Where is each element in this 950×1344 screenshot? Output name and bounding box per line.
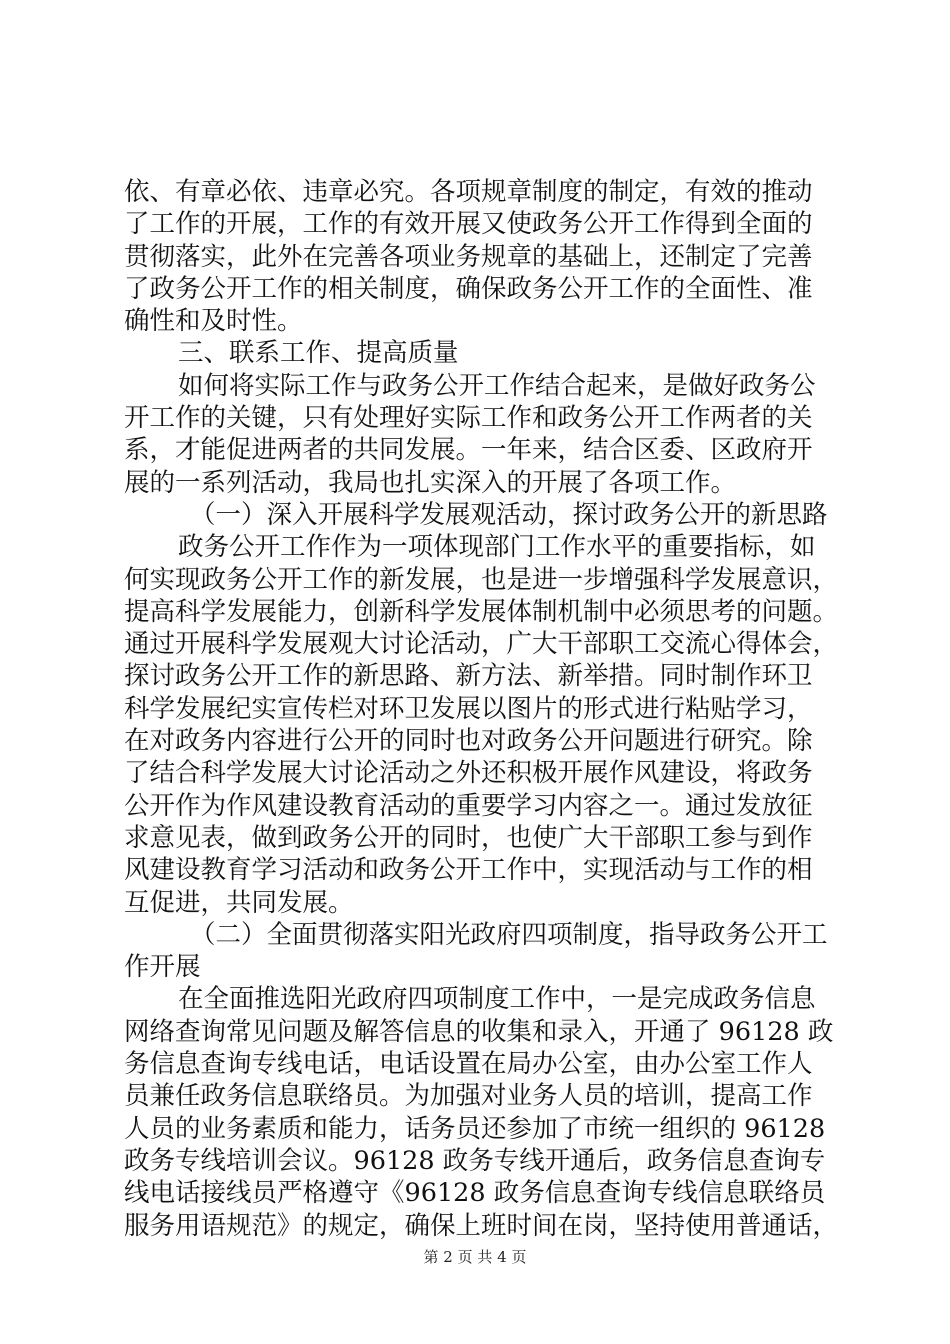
text-line: 提高科学发展能力，创新科学发展体制机制中必须思考的问题。 bbox=[124, 596, 839, 627]
text-line: 了政务公开工作的相关制度，确保政务公开工作的全面性、准 bbox=[124, 273, 813, 304]
subsection-heading: （一）深入开展科学发展观活动，探讨政务公开的新思路 bbox=[190, 499, 828, 530]
text-line: 开工作的关键，只有处理好实际工作和政务公开工作两者的关 bbox=[124, 403, 813, 434]
text-line: 如何将实际工作与政务公开工作结合起来，是做好政务公 bbox=[178, 370, 816, 401]
text-line: 贯彻落实，此外在完善各项业务规章的基础上，还制定了完善 bbox=[124, 241, 813, 272]
section-heading: 三、联系工作、提高质量 bbox=[178, 338, 459, 369]
text-line: 风建设教育学习活动和政务公开工作中，实现活动与工作的相 bbox=[124, 855, 813, 886]
text-line: 服务用语规范》的规定，确保上班时间在岗，坚持使用普通话， bbox=[124, 1210, 839, 1241]
text-line: 线电话接线员严格遵守《96128 政务信息查询专线信息联络员 bbox=[124, 1178, 826, 1209]
text-line: 了工作的开展，工作的有效开展又使政务公开工作得到全面的 bbox=[124, 209, 813, 240]
text-line: 政务专线培训会议。96128 政务专线开通后，政务信息查询专 bbox=[124, 1145, 826, 1176]
text-line: 网络查询常见问题及解答信息的收集和录入，开通了 96128 政 bbox=[124, 1016, 834, 1047]
text-line: 确性和及时性。 bbox=[124, 306, 303, 337]
page-number-footer: 第 2 页 共 4 页 bbox=[423, 1248, 527, 1266]
text-line: 系，才能促进两者的共同发展。一年来，结合区委、区政府开 bbox=[124, 435, 813, 466]
text-line: 何实现政务公开工作的新发展，也是进一步增强科学发展意识， bbox=[124, 564, 839, 595]
subsection-heading-continued: 作开展 bbox=[124, 952, 201, 983]
text-line: 在全面推选阳光政府四项制度工作中，一是完成政务信息 bbox=[178, 984, 816, 1015]
text-line: 通过开展科学发展观大讨论活动，广大干部职工交流心得体会， bbox=[124, 629, 839, 660]
text-line: 探讨政务公开工作的新思路、新方法、新举措。同时制作环卫 bbox=[124, 661, 813, 692]
text-line: 人员的业务素质和能力，话务员还参加了市统一组织的 96128 bbox=[124, 1113, 826, 1144]
text-line: 依、有章必依、违章必究。各项规章制度的制定，有效的推动 bbox=[124, 177, 813, 207]
text-line: 公开作为作风建设教育活动的重要学习内容之一。通过发放征 bbox=[124, 790, 813, 821]
subsection-heading: （二）全面贯彻落实阳光政府四项制度，指导政务公开工 bbox=[190, 919, 828, 950]
text-line: 务信息查询专线电话，电话设置在局办公室，由办公室工作人 bbox=[124, 1049, 813, 1080]
text-line: 互促进，共同发展。 bbox=[124, 887, 354, 918]
text-line: 求意见表，做到政务公开的同时，也使广大干部职工参与到作 bbox=[124, 822, 813, 853]
document-body bbox=[124, 176, 840, 1242]
text-line: 员兼任政务信息联络员。为加强对业务人员的培训，提高工作 bbox=[124, 1081, 813, 1112]
text-line: 政务公开工作作为一项体现部门工作水平的重要指标，如 bbox=[178, 532, 816, 563]
text-line: 展的一系列活动，我局也扎实深入的开展了各项工作。 bbox=[124, 467, 737, 498]
text-line: 了结合科学发展大讨论活动之外还积极开展作风建设，将政务 bbox=[124, 758, 813, 789]
text-line: 在对政务内容进行公开的同时也对政务公开问题进行研究。除 bbox=[124, 726, 813, 757]
text-line: 科学发展纪实宣传栏对环卫发展以图片的形式进行粘贴学习， bbox=[124, 693, 813, 724]
